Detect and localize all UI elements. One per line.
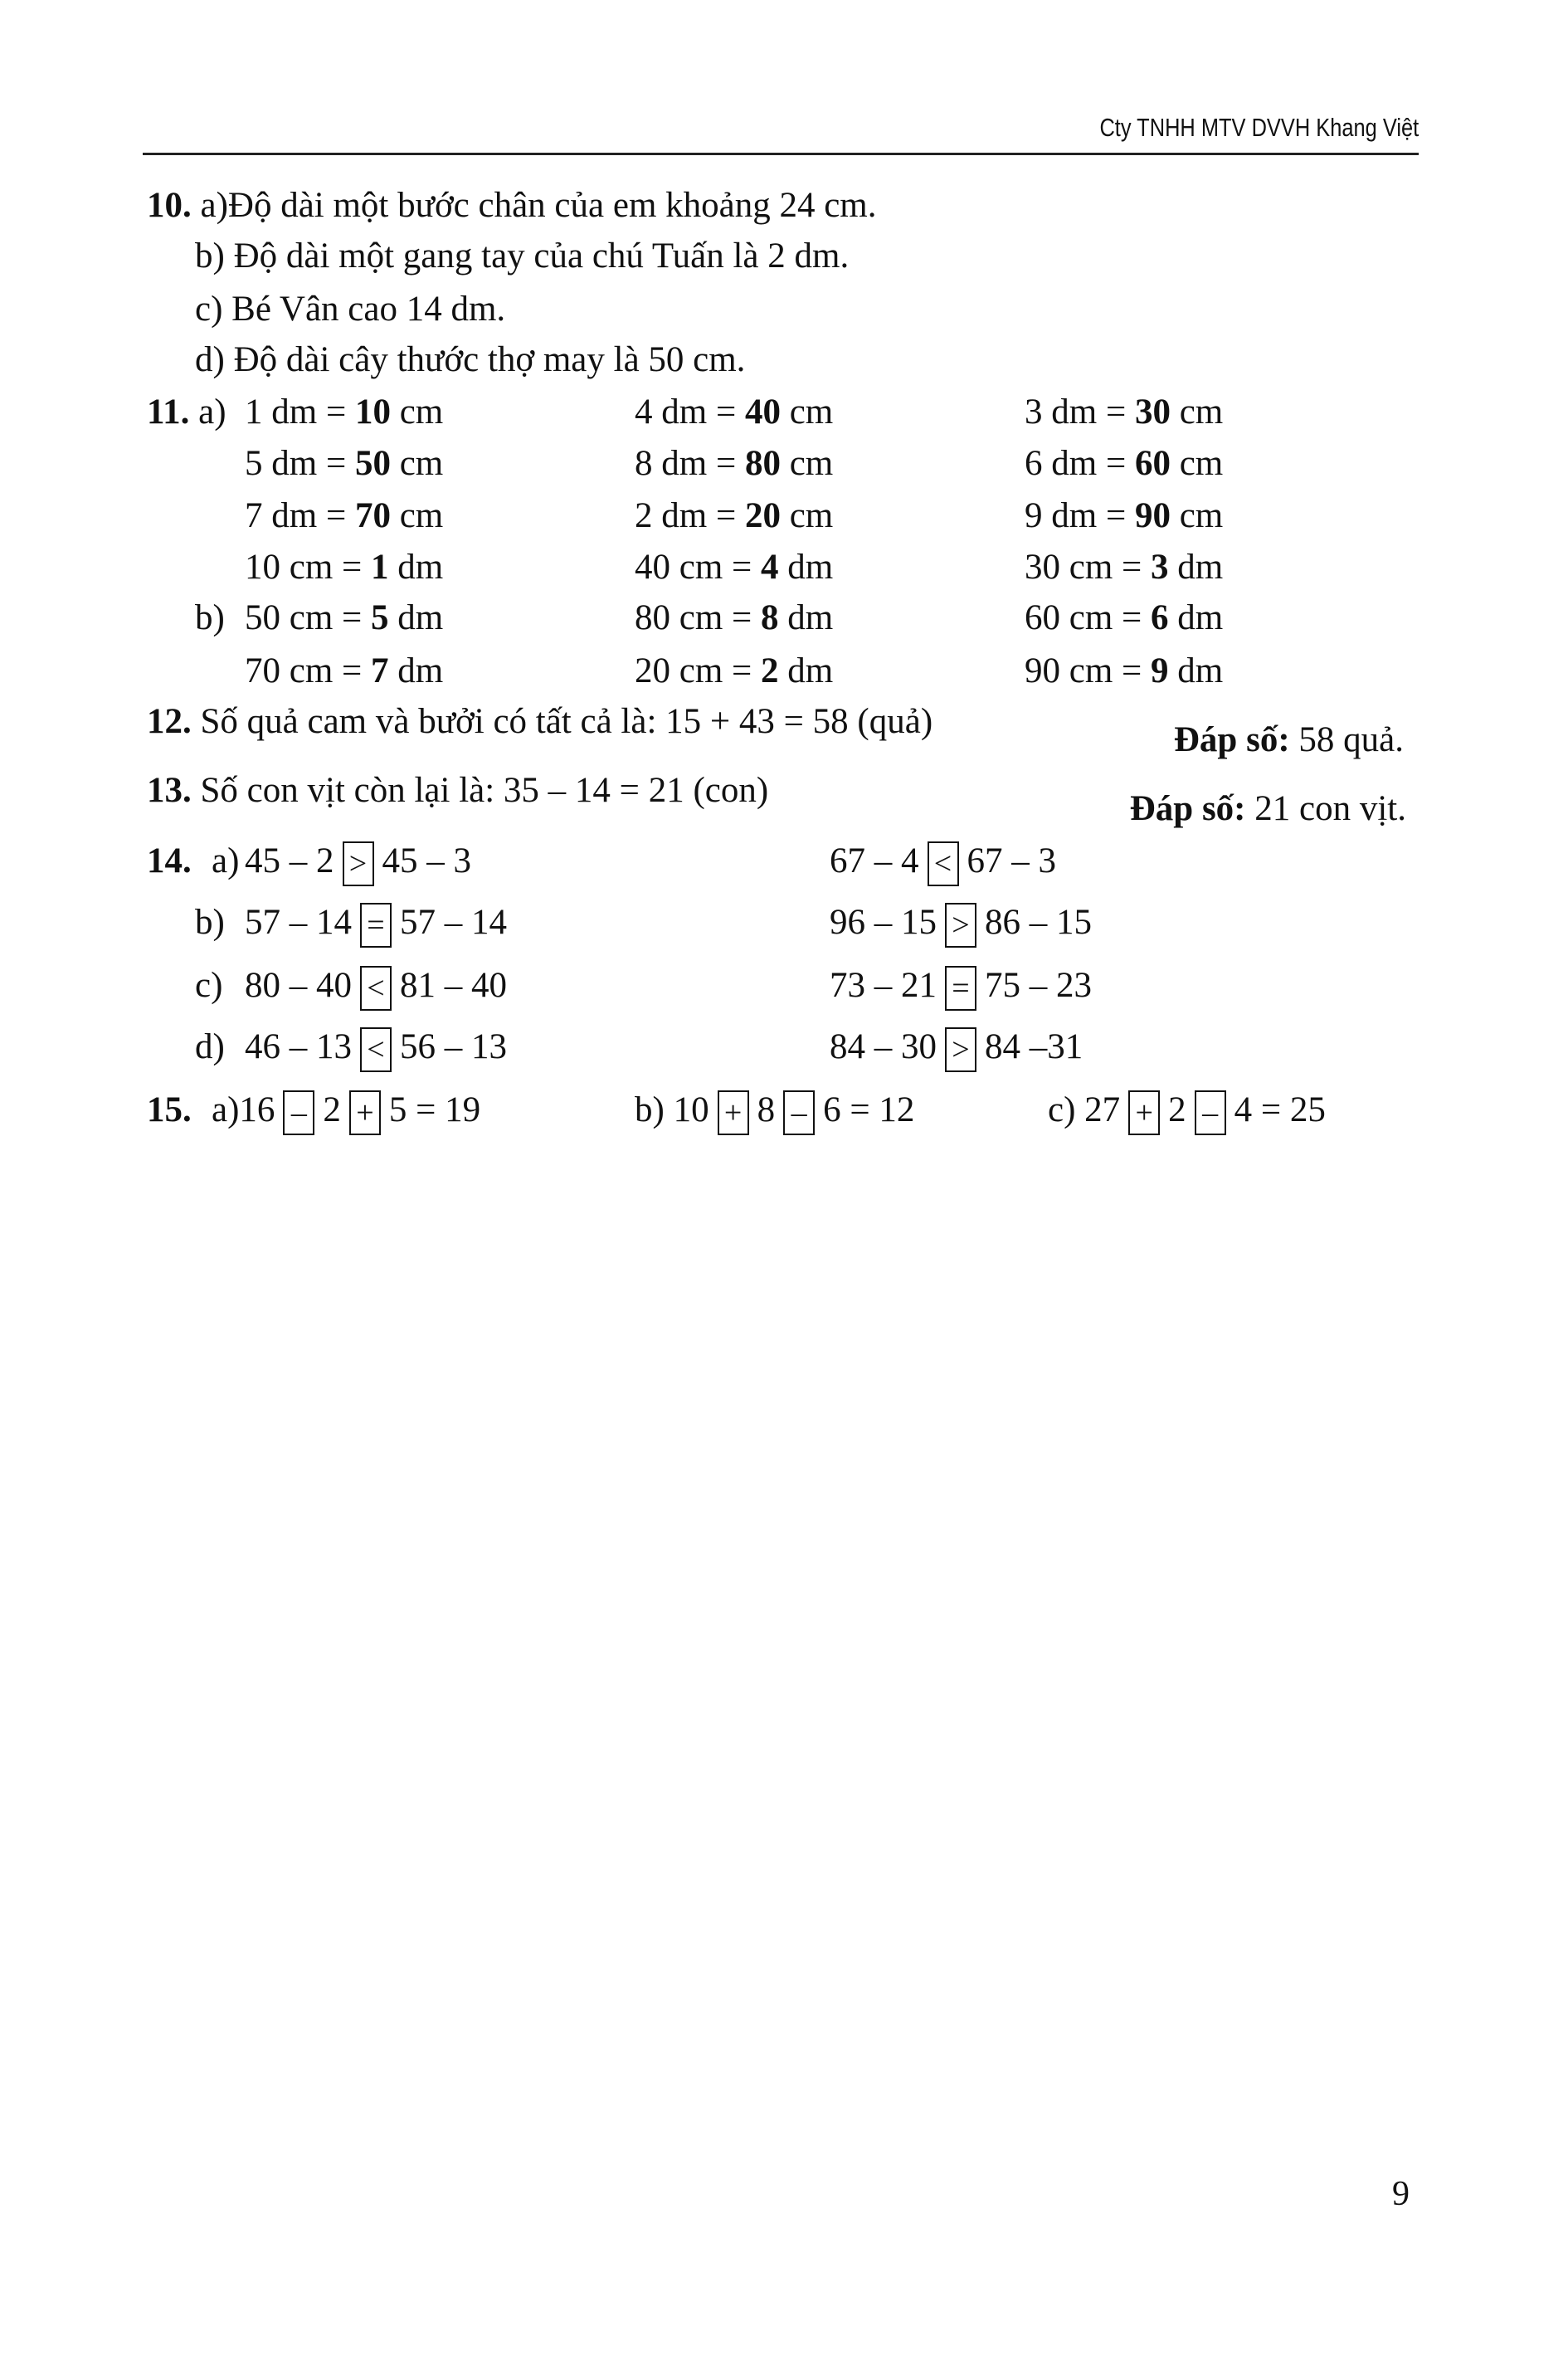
q10-number: 10. (147, 186, 192, 225)
conversion-answer: 10 (354, 393, 391, 432)
comparison-sign-box: = (945, 966, 976, 1011)
conversion-expr: 5 dm = (245, 444, 355, 483)
q14-comparison (830, 836, 1056, 886)
operator-box: – (283, 1090, 314, 1135)
conversion-answer: 50 (354, 444, 391, 483)
q11-conversion (1025, 543, 1223, 592)
conversion-answer: 60 (1134, 444, 1171, 483)
answer-label: Đáp số: (1129, 789, 1246, 828)
conversion-answer: 30 (1134, 393, 1171, 432)
q11-conversion (245, 593, 443, 643)
q14-comparison (245, 961, 507, 1011)
q11-conversion (1025, 388, 1223, 437)
expr-right: 56 – 13 (400, 1027, 507, 1066)
conversion-unit: dm (1168, 598, 1224, 637)
q10-item: c) Bé Vân cao 14 dm. (195, 290, 506, 329)
q10-item: b) Độ dài một gang tay của chú Tuấn là 2 dm. (195, 236, 850, 276)
q11-number: 11. (147, 393, 190, 432)
q13-answer (1130, 784, 1406, 834)
q11-conversion (245, 646, 443, 696)
expr-left: 80 – 40 (245, 966, 352, 1005)
q11-conversion (245, 543, 443, 592)
q15-equation (1048, 1085, 1326, 1135)
q15-number: 15. (147, 1090, 192, 1129)
q14-label: a) (212, 841, 240, 880)
expr-right: 86 – 15 (985, 903, 1092, 942)
equation-start: b) 10 (635, 1090, 709, 1129)
conversion-answer: 4 (761, 548, 779, 587)
conversion-expr: 9 dm = (1025, 496, 1135, 535)
conversion-answer: 40 (744, 393, 781, 432)
conversion-unit: cm (780, 496, 834, 535)
conversion-answer: 9 (1151, 651, 1169, 690)
comparison-sign-box: = (360, 903, 392, 948)
q11-conversion (1025, 593, 1223, 643)
conversion-unit: cm (390, 496, 444, 535)
conversion-answer: 2 (761, 651, 779, 690)
conversion-answer: 3 (1151, 548, 1169, 587)
equation-rest: 5 = 19 (388, 1090, 481, 1129)
conversion-unit: cm (780, 393, 834, 432)
answer-label: Đáp số: (1173, 720, 1290, 759)
q14-comparison (245, 1022, 507, 1072)
equation-start: a)16 (212, 1090, 275, 1129)
expr-right: 84 –31 (985, 1027, 1083, 1066)
conversion-expr: 20 cm = (635, 651, 762, 690)
q14-label: c) (195, 966, 223, 1005)
equation-rest: 4 = 25 (1234, 1090, 1326, 1129)
q14-comparison (245, 898, 507, 948)
conversion-expr: 4 dm = (635, 393, 745, 432)
q12-line (147, 697, 933, 747)
q13-text: Số con vịt còn lại là: 35 – 14 = 21 (con) (200, 771, 769, 810)
expr-right: 81 – 40 (400, 966, 507, 1005)
equation-start: c) 27 (1048, 1090, 1121, 1129)
q11-conversion (635, 491, 833, 541)
conversion-unit: dm (778, 598, 834, 637)
q11-conversion (245, 491, 443, 541)
q10-item: a)Độ dài một bước chân của em khoảng 24 cm. (200, 186, 877, 225)
expr-right: 57 – 14 (400, 903, 507, 942)
operator-box: + (1128, 1090, 1160, 1135)
expr-left: 96 – 15 (830, 903, 937, 942)
equation-number: 2 (1168, 1090, 1186, 1129)
operator-box: – (783, 1090, 815, 1135)
expr-left: 67 – 4 (830, 841, 919, 880)
q11-conversion (1025, 646, 1223, 696)
q11-conversion (1025, 491, 1223, 541)
conversion-expr: 8 dm = (635, 444, 745, 483)
page-number: 9 (1392, 2175, 1410, 2213)
expr-left: 73 – 21 (830, 966, 937, 1005)
conversion-expr: 90 cm = (1025, 651, 1152, 690)
q14-comparison (830, 961, 1092, 1011)
conversion-unit: dm (388, 598, 444, 637)
q14-number: 14. (147, 841, 192, 880)
equation-number: 8 (757, 1090, 776, 1129)
conversion-unit: cm (1170, 444, 1224, 483)
q11-conversion (635, 439, 833, 489)
q11-conversion (635, 388, 833, 437)
q11-conversion (635, 646, 833, 696)
comparison-sign-box: < (360, 966, 392, 1011)
q11-part-b: b) (195, 598, 225, 637)
equation-rest: 6 = 12 (823, 1090, 915, 1129)
conversion-answer: 6 (1151, 598, 1169, 637)
conversion-expr: 3 dm = (1025, 393, 1135, 432)
operator-box: + (718, 1090, 749, 1135)
expr-right: 45 – 3 (382, 841, 471, 880)
q11-conversion (245, 388, 443, 437)
conversion-answer: 8 (761, 598, 779, 637)
expr-left: 84 – 30 (830, 1027, 937, 1066)
q14-label: b) (195, 903, 225, 942)
expr-left: 45 – 2 (245, 841, 334, 880)
conversion-answer: 1 (371, 548, 389, 587)
conversion-answer: 80 (744, 444, 781, 483)
q14-label: d) (195, 1027, 225, 1066)
q10-item: d) Độ dài cây thước thợ may là 50 cm. (195, 340, 746, 379)
q13-line (147, 766, 768, 816)
conversion-unit: cm (1170, 393, 1224, 432)
conversion-unit: cm (780, 444, 834, 483)
conversion-answer: 70 (354, 496, 391, 535)
comparison-sign-box: < (360, 1027, 392, 1072)
conversion-answer: 7 (371, 651, 389, 690)
q11-conversion (635, 593, 833, 643)
operator-box: – (1195, 1090, 1226, 1135)
conversion-expr: 7 dm = (245, 496, 355, 535)
conversion-unit: dm (388, 651, 444, 690)
expr-right: 67 – 3 (967, 841, 1056, 880)
equation-number: 2 (323, 1090, 341, 1129)
conversion-unit: dm (778, 548, 834, 587)
operator-box: + (349, 1090, 381, 1135)
comparison-sign-box: > (343, 841, 374, 886)
q11-conversion (635, 543, 833, 592)
conversion-expr: 1 dm = (245, 393, 355, 432)
conversion-expr: 60 cm = (1025, 598, 1152, 637)
conversion-expr: 10 cm = (245, 548, 372, 587)
q14-comparison (830, 1022, 1083, 1072)
conversion-expr: 50 cm = (245, 598, 372, 637)
header-rule (143, 153, 1419, 155)
conversion-unit: dm (778, 651, 834, 690)
q14-comparison (830, 898, 1092, 948)
q12-number: 12. (147, 702, 192, 741)
conversion-expr: 40 cm = (635, 548, 762, 587)
conversion-unit: cm (390, 393, 444, 432)
conversion-answer: 90 (1134, 496, 1171, 535)
q15-equation (212, 1085, 480, 1135)
q10-line-a (147, 181, 877, 231)
conversion-answer: 5 (371, 598, 389, 637)
q12-answer (1174, 715, 1404, 765)
q14-comparison (245, 836, 471, 886)
expr-right: 75 – 23 (985, 966, 1092, 1005)
conversion-unit: cm (390, 444, 444, 483)
q15-equation (635, 1085, 914, 1135)
expr-left: 57 – 14 (245, 903, 352, 942)
conversion-answer: 20 (744, 496, 781, 535)
conversion-expr: 30 cm = (1025, 548, 1152, 587)
conversion-expr: 2 dm = (635, 496, 745, 535)
q13-number: 13. (147, 771, 192, 810)
q11-conversion (245, 439, 443, 489)
comparison-sign-box: < (928, 841, 959, 886)
conversion-unit: cm (1170, 496, 1224, 535)
conversion-expr: 70 cm = (245, 651, 372, 690)
running-header: Cty TNHH MTV DVVH Khang Việt (1099, 113, 1419, 142)
conversion-expr: 80 cm = (635, 598, 762, 637)
conversion-unit: dm (1168, 548, 1224, 587)
q11-conversion (1025, 439, 1223, 489)
q12-text: Số quả cam và bưởi có tất cả là: 15 + 43 = 58 (quả) (200, 702, 933, 741)
q11-header (147, 388, 226, 437)
conversion-expr: 6 dm = (1025, 444, 1135, 483)
comparison-sign-box: > (945, 1027, 976, 1072)
expr-left: 46 – 13 (245, 1027, 352, 1066)
answer-value: 21 con vịt. (1245, 789, 1406, 828)
q11-part-a: a) (198, 393, 226, 432)
conversion-unit: dm (388, 548, 444, 587)
conversion-unit: dm (1168, 651, 1224, 690)
comparison-sign-box: > (945, 903, 976, 948)
answer-value: 58 quả. (1289, 720, 1404, 759)
